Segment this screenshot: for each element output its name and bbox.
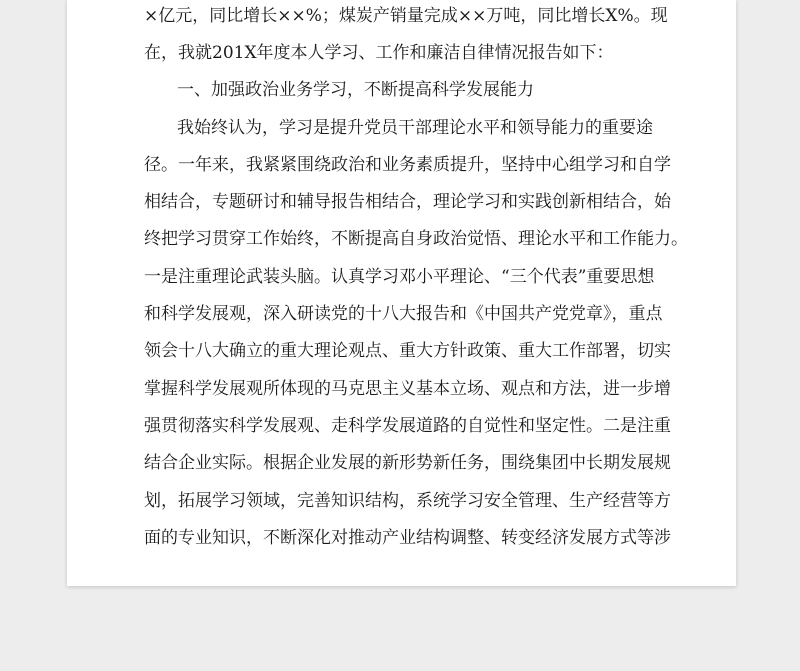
text-line: 一是注重理论武装头脑。认真学习邓小平理论、“三个代表”重要思想 — [144, 267, 655, 287]
text-line: 划，拓展学习领域，完善知识结构，系统学习安全管理、生产经营等方 — [144, 491, 671, 511]
text-line: 在，我就201X年度本人学习、工作和廉洁自律情况报告如下： — [144, 43, 614, 63]
text-line: 和科学发展观，深入研读党的十八大报告和《中国共产党党章》，重点 — [144, 304, 663, 324]
text-line: 领会十八大确立的重大理论观点、重大方针政策、重大工作部署，切实 — [144, 341, 671, 361]
text-line: 掌握科学发展观所体现的马克思主义基本立场、观点和方法，进一步增 — [144, 379, 671, 399]
text-line: 终把学习贯穿工作始终，不断提高自身政治觉悟、理论水平和工作能力。 — [144, 229, 688, 249]
text-line: ×亿元，同比增长××%；煤炭产销量完成××万吨，同比增长X%。现 — [144, 6, 668, 26]
section-heading: 一、加强政治业务学习，不断提高科学发展能力 — [177, 80, 534, 100]
text-line: 径。一年来，我紧紧围绕政治和业务素质提升，坚持中心组学习和自学 — [144, 155, 671, 175]
text-line: 相结合，专题研讨和辅导报告相结合，理论学习和实践创新相结合，始 — [144, 192, 671, 212]
text-line: 面的专业知识，不断深化对推动产业结构调整、转变经济发展方式等涉 — [144, 528, 671, 548]
text-line: 结合企业实际。根据企业发展的新形势新任务，围绕集团中长期发展规 — [144, 453, 671, 473]
paragraph-first-line: 我始终认为，学习是提升党员干部理论水平和领导能力的重要途 — [177, 118, 653, 138]
document-page — [67, 0, 736, 586]
text-line: 强贯彻落实科学发展观、走科学发展道路的自觉性和坚定性。二是注重 — [144, 416, 671, 436]
